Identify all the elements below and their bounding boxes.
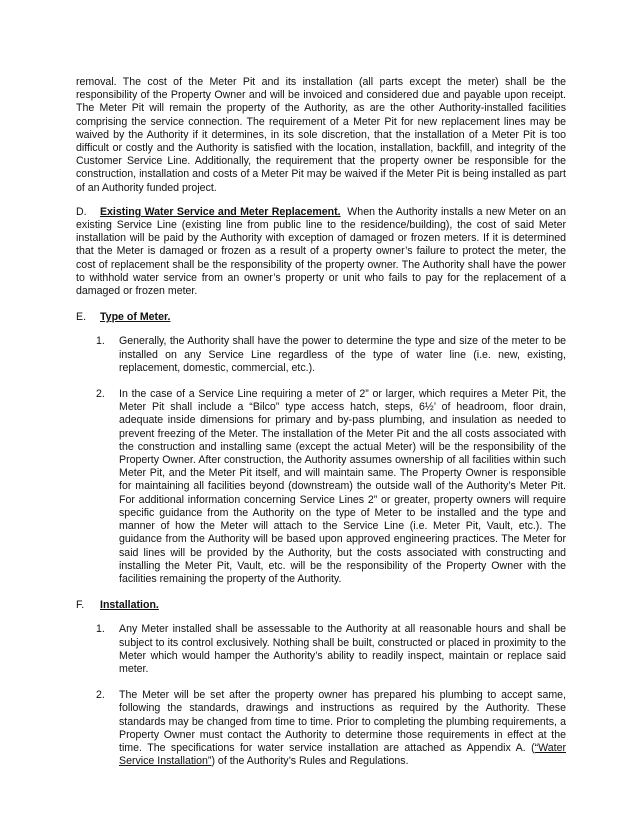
list-item: [96, 388, 566, 586]
list-item-text: Any Meter installed shall be assessable to the Authority at all reasonable hours and shall be subject to its control exclusively. Nothing shall be built, constructed or placed in proximity to the Meter which would hamper the Authority’s ability to readily inspect, maintain or replace said meter.: [119, 623, 566, 675]
list-item-text: Generally, the Authority shall have the power to determine the type and size of the meter to be installed on any Service Line regardless of the type of water line (i.e. new, existing, replacement, domestic, commercial, etc.).: [119, 335, 566, 374]
list-item-text: In the case of a Service Line requiring a meter of 2” or larger, which requires a Meter Pit, the Meter Pit shall include a “Bilco” type access hatch, steps, 6½’ of headroom, floor drain, adequate inside dimensions for primary and by-pass plumbing, and insulation as needed to prevent freezing of the Meter. The installation of the Meter Pit and the all costs associated with the construction and installing same (except the actual Meter) will be the responsibility of the Property Owner. After construction, the Authority assumes ownership of all facilities within such Meter Pit, and the Meter Pit itself, and will maintain same. The Property Owner is responsible for maintaining all facilities beyond (downstream) the outside wall of the Authority’s Meter Pit. For additional information concerning Service Lines 2” or greater, property owners will require specific guidance from the Authority on the type of Meter to be installed and the type and manner of how the Meter will attach to the Service Line (i.e. Meter Pit, Vault, etc.). The guidance from the Authority will be based upon approved engineering practices. The Meter for said lines will be provided by the Authority, but the costs associated with constructing and installing the Meter Pit, Vault, etc. will be the responsibility of the Property Owner with the facilities remaining the property of the Authority.: [119, 388, 566, 585]
list-item-number: 2.: [96, 689, 105, 702]
section-e-letter: E.: [76, 311, 87, 324]
list-item-number: 2.: [96, 388, 105, 401]
section-f-list: [76, 623, 566, 768]
list-item-text: [119, 689, 566, 768]
list-item: [96, 623, 566, 676]
section-d-title: Existing Water Service and Meter Replacement.: [99, 205, 341, 218]
list-item-number: 1.: [96, 623, 105, 636]
list-item: [96, 335, 566, 375]
list-item: [96, 689, 566, 768]
intro-paragraph: removal. The cost of the Meter Pit and its installation (all parts except the meter) shall be the responsibility of the Property Owner and will be invoiced and considered due and payable upon receipt. The Meter Pit will remain the property of the Authority, as are the other Authority-installed facilities comprising the service connection. The requirement of a Meter Pit for new replacement lines may be waived by the Authority if it determines, in its sole discretion, that the installation of a Meter Pit is too difficult or costly and the Authority is satisfied with the location, installation, backfill, and integrity of the Customer Service Line. Additionally, the requirement that the property owner be responsible for the construction, installation and costs of a Meter Pit may be waived if the Meter Pit is being installed as part of an Authority funded project.: [76, 76, 566, 194]
document-page: [76, 76, 566, 781]
list-item-text-end: ) of the Authority’s Rules and Regulations.: [211, 755, 409, 768]
list-item-text-start: The Meter will be set after the property owner has prepared his plumbing to accept same, following the standards, drawings and instructions as required by the Authority. These standards may be changed from time to time. Prior to completing the plumbing requirements, a Property Owner must contact the Authority to determine those requirements in effect at the time. The specifications for water service installation are attached as Appendix A. (: [119, 689, 566, 754]
section-e-list: [76, 335, 566, 586]
section-f-title: Installation.: [100, 599, 159, 612]
section-e-title: Type of Meter.: [100, 311, 171, 324]
section-d-letter: D.: [76, 205, 87, 218]
section-f-heading: [76, 599, 566, 612]
section-e-heading: [76, 311, 566, 324]
section-f-letter: F.: [76, 599, 85, 612]
section-d-body: When the Authority installs a new Meter on an existing Service Line (existing line from public line to the residence/building), the cost of said Meter installation will be paid by the Authority with exception of damaged or frozen meters. If it is determined that the Meter is damaged or frozen as a result of a property owner’s failure to protect the meter, the cost of replacement shall be the responsibility of the property owner. The Authority shall have the power to withhold water service from an owner’s property or unit who fails to pay for the replacement of a damaged or frozen meter.: [76, 205, 567, 298]
appendix-link[interactable]: “Water Service Installation”: [119, 741, 566, 768]
list-item-number: 1.: [96, 335, 105, 348]
section-d-paragraph: [76, 206, 566, 298]
